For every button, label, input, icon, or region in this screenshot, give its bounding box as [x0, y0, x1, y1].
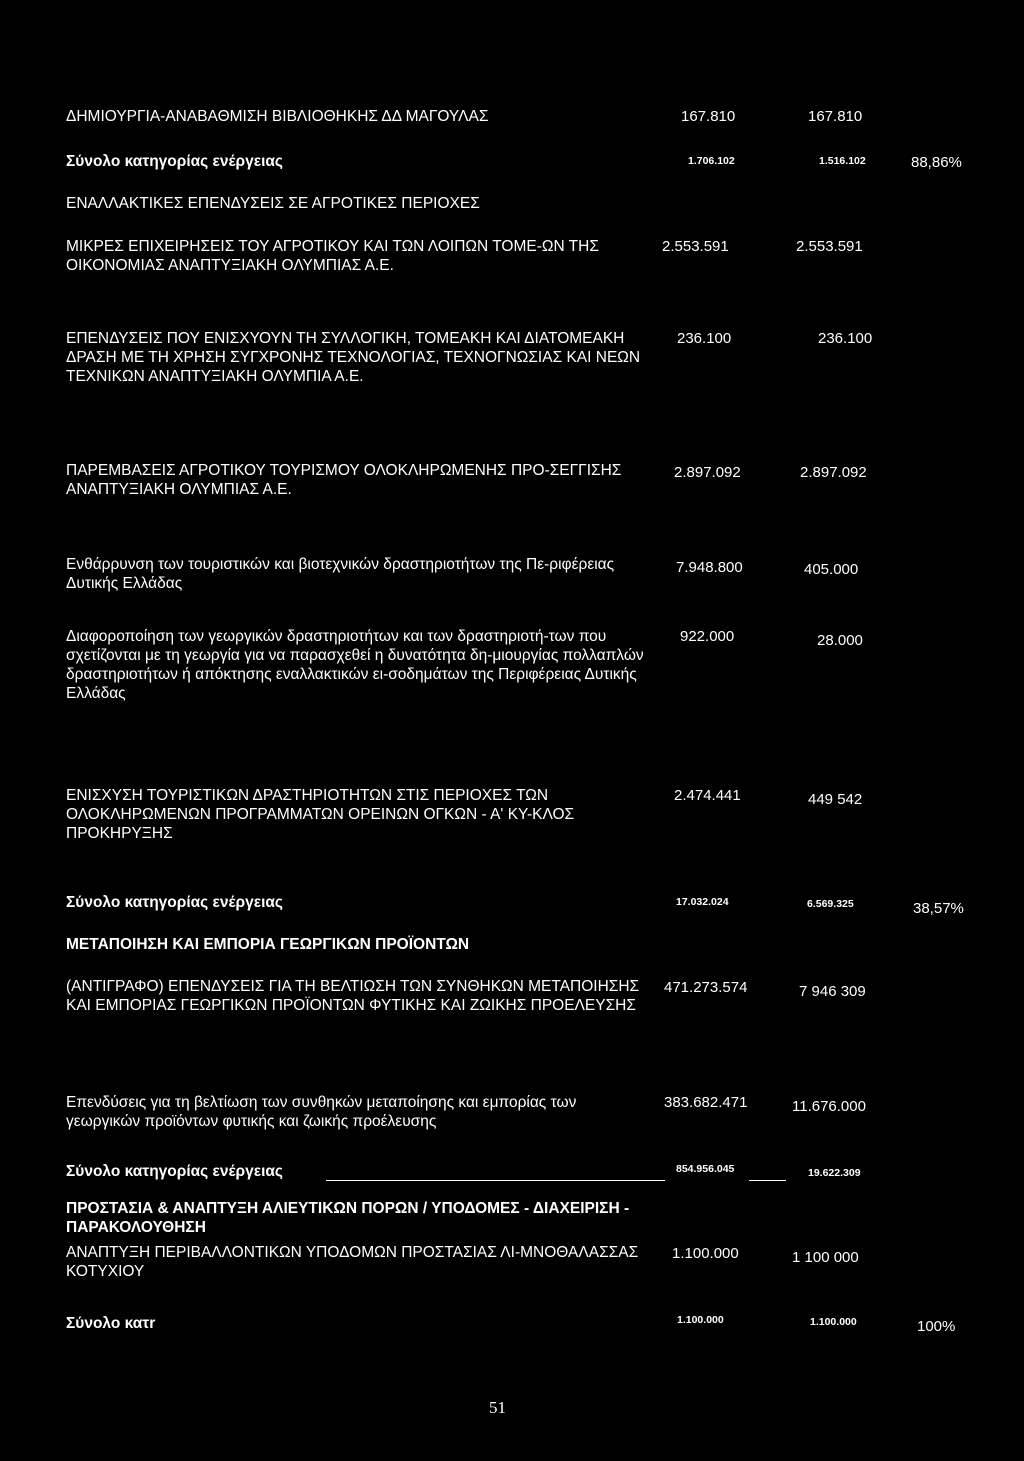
value-col2: 2.553.591 — [796, 238, 863, 255]
value-col2: 236.100 — [818, 330, 873, 347]
total-col2: 1.516.102 — [819, 155, 866, 167]
value-col1: 922.000 — [680, 628, 735, 645]
row-text: Επενδύσεις για τη βελτίωση των συνθηκών μεταποίησης και εμπορίας των γεωργικών προϊόντων φυτικής και ζωικής προέλευσης — [66, 1094, 577, 1130]
category-total-label: Σύνολο κατηγορίας ενέργειας — [66, 1163, 283, 1180]
total-col1: 854.956.045 — [676, 1163, 735, 1175]
total-col2: 19.622.309 — [808, 1167, 861, 1179]
underline — [749, 1180, 786, 1181]
value-col1: 471.273.574 — [664, 979, 748, 996]
value-col2: 28.000 — [817, 632, 863, 649]
underline — [326, 1180, 665, 1181]
row-text: Διαφοροποίηση των γεωργικών δραστηριοτήτων και των δραστηριοτή-των που σχετίζονται με τη γεωργία για να παρασχεθεί η δυνατότητα δη-μιουργίας πολλαπλών δραστηριοτήτων ή απόκτησης εναλλακτικών ει-σοδημάτων της Περιφέρειας Δυτικής Ελλάδας — [66, 628, 644, 702]
row-text: ΠΑΡΕΜΒΑΣΕΙΣ ΑΓΡΟΤΙΚΟΥ ΤΟΥΡΙΣΜΟΥ ΟΛΟΚΛΗΡΩΜΕΝΗΣ ΠΡΟ-ΣΕΓΓΙΣΗΣ ΑΝΑΠΤΥΞΙΑΚΗ ΟΛΥΜΠΙΑΣ Α.Ε. — [66, 462, 622, 498]
category-total-label: Σύνολο κατηγορίας ενέργειας — [66, 153, 283, 170]
row-text: Ενθάρρυνση των τουριστικών και βιοτεχνικών δραστηριοτήτων της Πε-ριφέρειας Δυτικής Ελλάδας — [66, 556, 615, 592]
value-col2: 449 542 — [808, 791, 863, 808]
section-heading: ΠΡΟΣΤΑΣΙΑ & ΑΝΑΠΤΥΞΗ ΑΛΙΕΥΤΙΚΩΝ ΠΟΡΩΝ / ΥΠΟΔΟΜΕΣ - ΔΙΑΧΕΙΡΙΣΗ - ΠΑΡΑΚΟΛΟΥΘΗΣΗ — [66, 1200, 630, 1236]
value-col1: 2.897.092 — [674, 464, 741, 481]
total-percentage: 88,86% — [911, 154, 962, 171]
total-percentage: 100% — [917, 1318, 956, 1335]
total-percentage: 38,57% — [913, 900, 964, 917]
total-col2: 6.569.325 — [807, 898, 854, 910]
section-heading: ΕΝΑΛΛΑΚΤΙΚΕΣ ΕΠΕΝΔΥΣΕΙΣ ΣΕ ΑΓΡΟΤΙΚΕΣ ΠΕΡΙΟΧΕΣ — [66, 195, 480, 212]
value-col2: 167.810 — [808, 108, 863, 125]
value-col2: 1 100 000 — [792, 1249, 859, 1266]
value-col2: 405.000 — [804, 561, 859, 578]
value-col2: 2.897.092 — [800, 464, 867, 481]
category-total-label: Σύνολο κατr — [66, 1315, 156, 1332]
value-col1: 7.948.800 — [676, 559, 743, 576]
row-text: ΕΝΙΣΧΥΣΗ ΤΟΥΡΙΣΤΙΚΩΝ ΔΡΑΣΤΗΡΙΟΤΗΤΩΝ ΣΤΙΣ ΠΕΡΙΟΧΕΣ ΤΩΝ ΟΛΟΚΛΗΡΩΜΕΝΩΝ ΠΡΟΓΡΑΜΜΑΤΩΝ ΟΡΕΙΝΩΝ ΟΓΚΩΝ - Α' ΚΥ-ΚΛΟΣ ΠΡΟΚΗΡΥΞΗΣ — [66, 787, 575, 842]
row-text: ΜΙΚΡΕΣ ΕΠΙΧΕΙΡΗΣΕΙΣ ΤΟΥ ΑΓΡΟΤΙΚΟΥ ΚΑΙ ΤΩΝ ΛΟΙΠΩΝ ΤΟΜΕ-ΩΝ ΤΗΣ ΟΙΚΟΝΟΜΙΑΣ ΑΝΑΠΤΥΞΙΑΚΗ ΟΛΥΜΠΙΑΣ Α.Ε. — [66, 238, 599, 274]
value-col1: 236.100 — [677, 330, 732, 347]
value-col1: 1.100.000 — [672, 1245, 739, 1262]
value-col2: 7 946 309 — [799, 983, 866, 1000]
total-col1: 1.100.000 — [677, 1314, 724, 1326]
value-col2: 11.676.000 — [792, 1098, 866, 1115]
row-text: ΑΝΑΠΤΥΞΗ ΠΕΡΙΒΑΛΛΟΝΤΙΚΩΝ ΥΠΟΔΟΜΩΝ ΠΡΟΣΤΑΣΙΑΣ ΛΙ-ΜΝΟΘΑΛΑΣΣΑΣ ΚΟΤΥΧΙΟΥ — [66, 1244, 639, 1280]
category-total-label: Σύνολο κατηγορίας ενέργειας — [66, 894, 283, 911]
row-text: ΕΠΕΝΔΥΣΕΙΣ ΠΟΥ ΕΝΙΣΧΥΟΥΝ ΤΗ ΣΥΛΛΟΓΙΚΗ, ΤΟΜΕΑΚΗ ΚΑΙ ΔΙΑΤΟΜΕΑΚΗ ΔΡΑΣΗ ΜΕ ΤΗ ΧΡΗΣΗ ΣΥΓΧΡΟΝΗΣ ΤΕΧΝΟΛΟΓΙΑΣ, ΤΕΧΝΟΓΝΩΣΙΑΣ ΚΑΙ ΝΕΩΝ ΤΕΧΝΙΚΩΝ ΑΝΑΠΤΥΞΙΑΚΗ ΟΛΥΜΠΙΑ Α.Ε. — [66, 330, 641, 385]
row-text: ΔΗΜΙΟΥΡΓΙΑ-ΑΝΑΒΑΘΜΙΣΗ ΒΙΒΛΙΟΘΗΚΗΣ ΔΔ ΜΑΓΟΥΛΑΣ — [66, 108, 489, 125]
row-text: (ΑΝΤΙΓΡΑΦΟ) ΕΠΕΝΔΥΣΕΙΣ ΓΙΑ ΤΗ ΒΕΛΤΙΩΣΗ ΤΩΝ ΣΥΝΘΗΚΩΝ ΜΕΤΑΠΟΙΗΣΗΣ ΚΑΙ ΕΜΠΟΡΙΑΣ ΓΕΩΡΓΙΚΩΝ ΠΡΟΪΟΝΤΩΝ ΦΥΤΙΚΗΣ ΚΑΙ ΖΩΙΚΗΣ ΠΡΟΕΛΕΥΣΗΣ — [66, 978, 640, 1014]
total-col2: 1.100.000 — [810, 1316, 857, 1328]
total-col1: 1.706.102 — [688, 155, 735, 167]
total-col1: 17.032.024 — [676, 896, 729, 908]
page-number: 51 — [489, 1398, 506, 1417]
value-col1: 2.553.591 — [662, 238, 729, 255]
value-col1: 383.682.471 — [664, 1094, 748, 1111]
value-col1: 2.474.441 — [674, 787, 741, 804]
section-heading: ΜΕΤΑΠΟΙΗΣΗ ΚΑΙ ΕΜΠΟΡΙΑ ΓΕΩΡΓΙΚΩΝ ΠΡΟΪΟΝΤΩΝ — [66, 936, 470, 953]
value-col1: 167.810 — [681, 108, 736, 125]
